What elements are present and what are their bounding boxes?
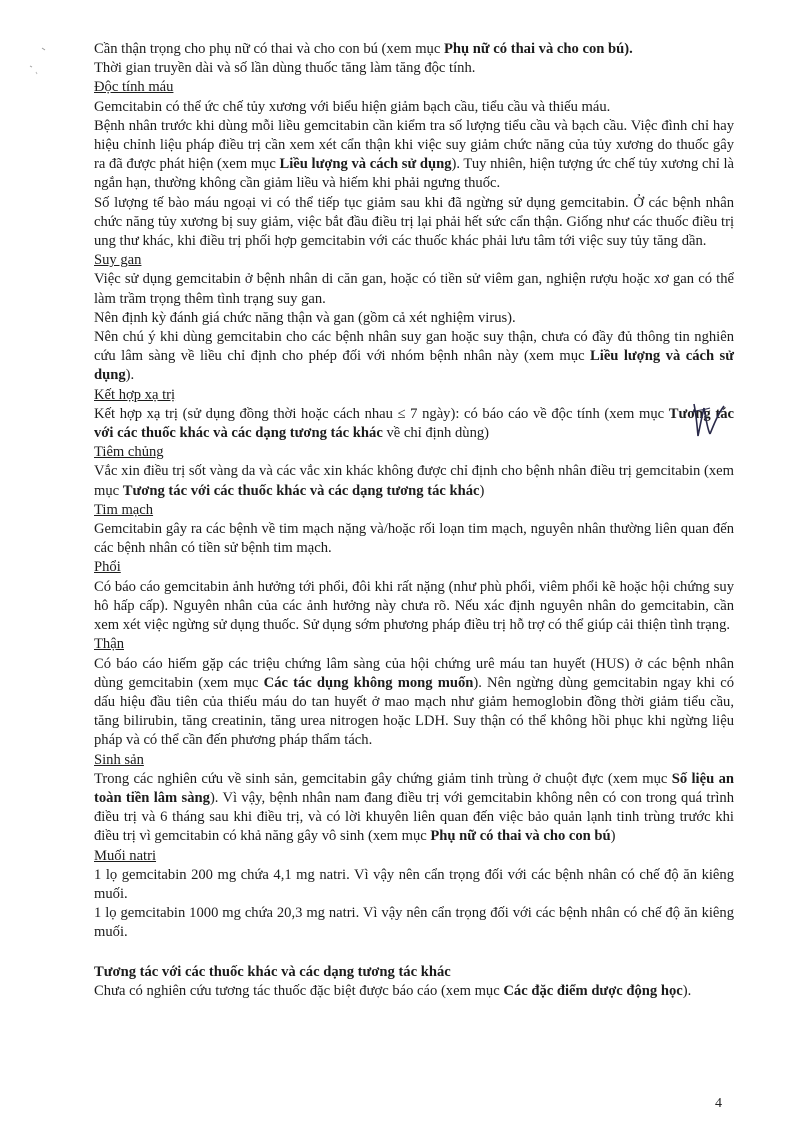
cross-reference: Liều lượng và cách sử dụng xyxy=(279,156,452,173)
text-run: ) xyxy=(610,828,616,845)
text-run: Vắc xin điều trị sốt vàng da và các vắc xin khác không được chỉ định cho bệnh nhân điều trị gemcitabin (xem mục xyxy=(94,463,734,499)
text-run: về chỉ định dùng) xyxy=(382,425,490,442)
section-heading: Độc tính máu xyxy=(94,79,174,96)
paragraph xyxy=(94,982,734,1001)
text-run: Trong các nghiên cứu về sinh sản, gemcitabin gây chứng giảm tinh trùng ở chuột đực (xem mục xyxy=(94,770,672,787)
text-run: 1 lọ gemcitabin 200 mg chứa 4,1 mg natri. Vì vậy nên cẩn trọng đối với các bệnh nhân có chế độ ăn kiêng muối. xyxy=(94,866,734,902)
section-heading: Sinh sản xyxy=(94,751,144,768)
text-run: 1 lọ gemcitabin 1000 mg chứa 20,3 mg natri. Vì vậy nên cẩn trọng đối với các bệnh nhân có chế độ ăn kiêng muối. xyxy=(94,905,734,941)
text-run: ). xyxy=(125,367,135,384)
text-run: Cần thận trọng cho phụ nữ có thai và cho con bú (xem mục xyxy=(94,41,444,57)
text-run: ) xyxy=(479,482,485,499)
page-number: 4 xyxy=(715,1096,722,1111)
text-run: ). Nên ngừng dùng gemcitabin ngay khi có dấu hiệu đầu tiên của thiếu máu do tan huyết ở mao mạch như giảm hemoglobin đồng thời giảm tiểu cầu, tăng bilirubin, tăng creatinin, tăng urea nitrogen hoặc LDH. Suy thận có thể không hồi phục khi ngừng liệu pháp và có thể cần đến phương pháp thẩm tách. xyxy=(94,674,735,749)
cross-reference: Các đặc điểm dược động học xyxy=(503,982,683,999)
paragraph xyxy=(94,270,734,308)
paragraph xyxy=(94,655,734,751)
paragraph xyxy=(94,520,734,558)
section-heading: Thận xyxy=(94,636,124,653)
paragraph xyxy=(94,194,734,252)
section-title: Tương tác với các thuốc khác và các dạng tương tác khác xyxy=(94,963,451,980)
paragraph xyxy=(94,40,734,59)
paragraph xyxy=(94,59,734,78)
text-run: Có báo cáo hiếm gặp các triệu chứng lâm sàng của hội chứng urê máu tan huyết (HUS) ở các bệnh nhân dùng gemcitabin (xem mục xyxy=(94,655,734,691)
paragraph xyxy=(94,309,734,328)
text-run: Nên chú ý khi dùng gemcitabin cho các bệnh nhân suy gan hoặc suy thận, chưa có đầy đủ thông tin nghiên cứu lâm sàng về liều chỉ định cho phép đối với nhóm bệnh nhân này (xem mục xyxy=(94,329,734,365)
text-run: ). Vì vậy, bệnh nhân nam đang điều trị với gemcitabin không nên có con trong quá trình điều trị và 6 tháng sau khi điều trị, và có lời khuyên liên quan đến việc bảo quản lạnh tinh trùng trước khi điều trị vì gemcitabin có khả năng gây vô sinh (xem mục xyxy=(94,789,734,845)
paragraph xyxy=(94,405,734,443)
cross-reference: Tương tác với các thuốc khác và các dạng tương tác khác xyxy=(122,482,480,499)
text-run: Có báo cáo gemcitabin ảnh hưởng tới phổi, đôi khi rất nặng (như phù phổi, viêm phổi kẽ hoặc hội chứng suy hô hấp cấp). Nguyên nhân của các ảnh hưởng này chưa rõ. Nếu xác định nguyên nhân do gemcitabin, cần xem xét việc ngừng sử dụng thuốc. Sử dụng sớm phương pháp điều trị hỗ trợ có thể giúp cải thiện tình trạng. xyxy=(94,578,734,634)
text-run: Gemcitabin có thể ức chế tủy xương với biểu hiện giảm bạch cầu, tiểu cầu và thiếu máu. xyxy=(94,98,611,115)
section-heading: Muối natri xyxy=(94,847,157,864)
paragraph xyxy=(94,866,734,904)
section-heading: Tim mạch xyxy=(94,501,154,518)
paragraph xyxy=(94,98,734,117)
handwritten-initials xyxy=(688,398,728,442)
text-run: Kết hợp xạ trị (sử dụng đồng thời hoặc cách nhau ≤ 7 ngày): có báo cáo về độc tính (xem mục xyxy=(94,405,669,422)
paragraph xyxy=(94,578,734,636)
section-heading: Suy gan xyxy=(94,252,142,269)
text-run: Số lượng tế bào máu ngoại vi có thể tiếp tục giảm sau khi đã ngừng sử dụng gemcitabin. Ở các bệnh nhân chức năng tủy xương bị suy giảm, việc bắt đầu điều trị lại phải hết sức cẩn thận. Giống như các thuốc điều trị ung thư khác, khi điều trị phối hợp gemcitabin với các thuốc khác phải lưu tâm tới việc suy tủy tăng dần. xyxy=(94,194,734,250)
section-heading: Kết hợp xạ trị xyxy=(94,386,176,403)
cross-reference: Tương tác với các thuốc khác và các dạng tương tác khác xyxy=(94,405,734,442)
text-run: Bệnh nhân trước khi dùng mỗi liều gemcitabin cần kiểm tra số lượng tiểu cầu và bạch cầu. Việc đình chỉ hay hiệu chỉnh liệu pháp điều trị cần xem xét cẩn thận khi việc suy giảm chức năng của tủy xương do thuốc gây ra đã được phát hiện (xem mục xyxy=(94,117,734,173)
margin-marks xyxy=(18,44,58,89)
section-heading: Tiêm chủng xyxy=(94,444,164,461)
paragraph xyxy=(94,904,734,942)
paragraph xyxy=(94,328,734,386)
paragraph xyxy=(94,462,734,500)
cross-reference: Phụ nữ có thai và cho con bú). xyxy=(443,41,633,57)
text-run: Nên định kỳ đánh giá chức năng thận và gan (gồm cả xét nghiệm virus). xyxy=(94,309,516,326)
document-body xyxy=(94,40,734,1001)
cross-reference: Số liệu an toàn tiền lâm sàng xyxy=(94,770,734,806)
text-run: ). xyxy=(682,982,692,999)
paragraph xyxy=(94,117,734,194)
text-run: ). Tuy nhiên, hiện tượng ức chế tủy xương chỉ là ngắn hạn, thường không cần giảm liều và hiếm khi phải ngưng thuốc. xyxy=(94,156,734,192)
text-run: Chưa có nghiên cứu tương tác thuốc đặc biệt được báo cáo (xem mục xyxy=(94,982,504,999)
section-heading: Phổi xyxy=(94,559,121,576)
cross-reference: Phụ nữ có thai và cho con bú xyxy=(430,828,611,845)
cross-reference: Các tác dụng không mong muốn xyxy=(263,674,474,691)
text-run: Thời gian truyền dài và số lần dùng thuốc tăng làm tăng độc tính. xyxy=(94,60,476,77)
paragraph xyxy=(94,770,734,847)
text-run: Gemcitabin gây ra các bệnh về tim mạch nặng và/hoặc rối loạn tim mạch, nguyên nhân thường liên quan đến các bệnh nhân có tiền sử bệnh tim mạch. xyxy=(94,521,734,557)
cross-reference: Liều lượng và cách sử dụng xyxy=(94,348,734,384)
text-run: Việc sử dụng gemcitabin ở bệnh nhân di căn gan, hoặc có tiền sử viêm gan, nghiện rượu hoặc xơ gan có thể làm trầm trọng thêm tình trạng suy gan. xyxy=(94,271,734,307)
